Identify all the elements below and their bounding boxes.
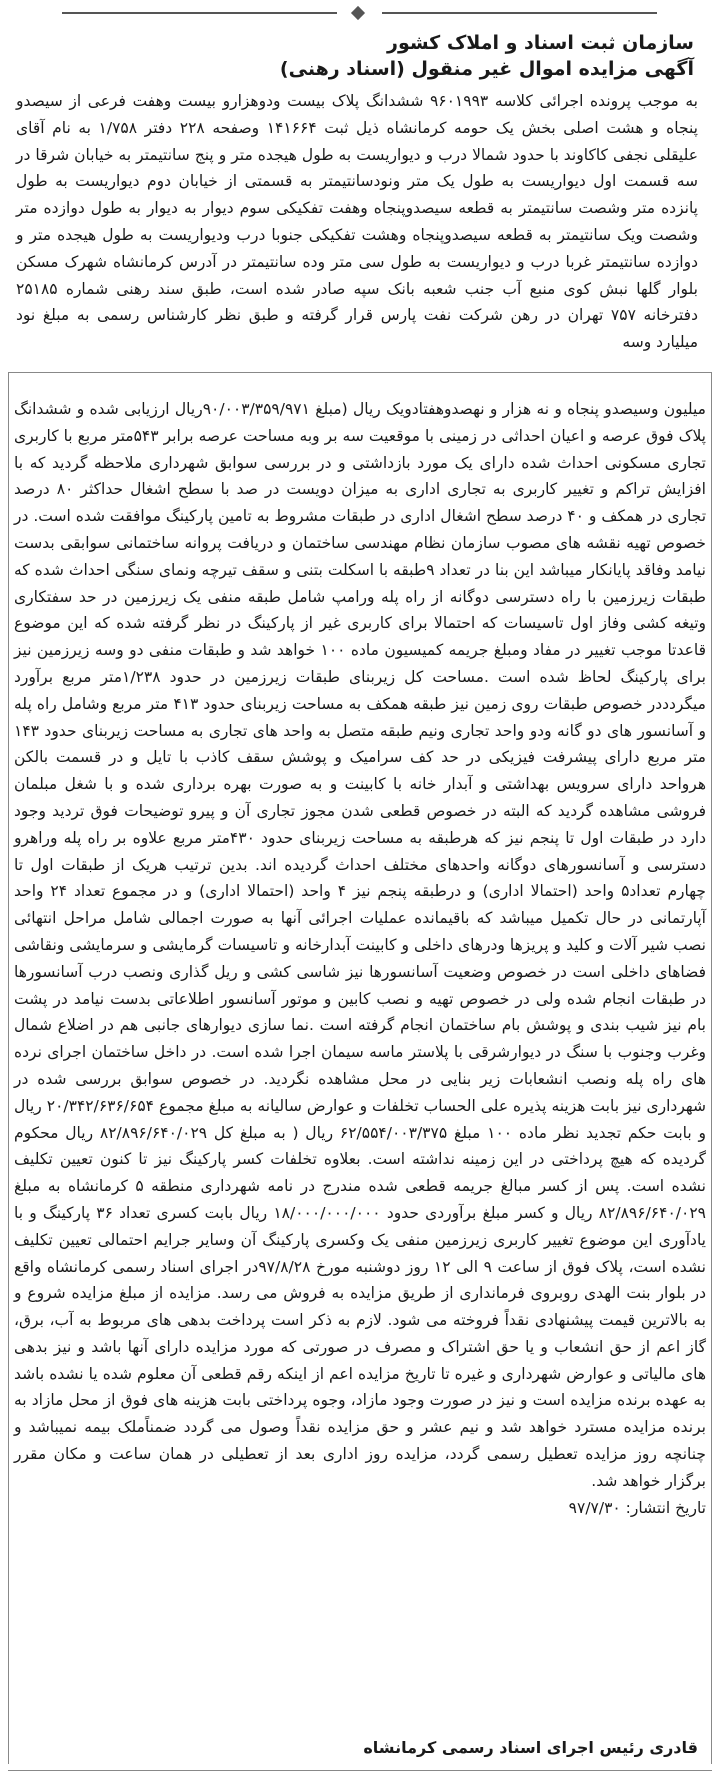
ornament-line-right: [382, 12, 657, 14]
notice-main-body: [14, 396, 706, 1521]
notice-intro-paragraph: به موجب پرونده اجرائی کلاسه ۹۶۰۱۹۹۳ ششدانگ پلاک بیست ودوهزارو بیست وهفت فرعی از سیصدو پنجاه و هشت اصلی بخش یک حومه کرمانشاه ذیل ثبت ۱۴۱۶۶۴ وصفحه ۲۲۸ دفتر ۱/۷۵۸ به نام آقای علیقلی نجفی کاکاوند با حدود شمالا درب و دیواریست به طول هیجده متر و پنج سانتیمتر به خیابان شرقا در سه قسمت اول دیواریست به طول یک متر ونودسانتیمتر به قسمتی از خیابان دوم دیواریست به طول پانزده متر وشصت سانتیمتر به قطعه سیصدوپنجاه وهفت تفکیکی سوم دیوار به دیوار به طول دوازده متر وشصت ویک سانتیمتر به قطعه سیصدوپنجاه وهشت تفکیکی جنوبا درب ودیواریست به طول هیجده متر و دوازده سانتیمتر غربا درب و دیواریست به طول سی متر وده سانتیمتر در آدرس کرمانشاه شهرک مسکن بلوار گلها نبش کوی منبع آب جنب شعبه بانک سپه صادر شده است، طبق سند رهنی شماره ۲۵۱۸۵ دفترخانه ۷۵۷ تهران در رهن شرکت نفت پارس قرار گرفته و طبق نظر کارشناس رسمی به مبلغ نود میلیارد وسه: [16, 92, 698, 352]
signature-line: قادری رئیس اجرای اسناد رسمی کرمانشاه: [363, 1738, 698, 1757]
organization-title: سازمان ثبت اسناد و املاک کشور: [387, 32, 694, 54]
left-border-rule: [8, 372, 9, 1764]
section-divider: [8, 372, 712, 373]
ornament-line-left: [62, 12, 337, 14]
notice-title: آگهی مزایده اموال غیر منقول (اسناد رهنی): [279, 58, 694, 80]
notice-main-paragraph: میلیون وسیصدو پنجاه و نه هزار و نهصدوهفتادویک ریال (مبلغ ۹۰/۰۰۳/۳۵۹/۹۷۱ریال ارزیابی شده و ششدانگ پلاک فوق عرصه و اعیان احداثی در زمینی با موقعیت سه بر وبه مساحت عرصه برابر ۵۴۳متر مربع با کاربری تجاری مسکونی احداث شده دارای یک مورد بازداشتی و در بررسی سوابق شهرداری ملاحظه گردید که با افزایش تراکم و تغییر کاربری به تجاری اداری به میزان دویست در صد با سطح اشغال حداکثر ۸۰ درصد تجاری در همکف و ۴۰ درصد سطح اشغال اداری در طبقات مشروط به تامین پارکینگ موافقت شده است. در خصوص تهیه نقشه های مصوب سازمان نظام مهندسی ساختمان و دریافت پروانه ساختمانی سوابقی بدست نیامد وفاقد پایانکار میباشد این بنا در تعداد ۹طبقه با اسکلت بتنی و سقف تیرچه ونمای سنگی احداث شده که طبقات زیرزمین با راه دسترسی دوگانه از راه پله ورامپ شامل طبقه منفی یک زیرزمین در حد سفتکاری وتیغه کشی وفاز اول تاسیسات که احتمالا برای کاربری غیر از پارکینگ در نظر گرفته شده که این موضوع قاعدتا موجب تغییر در مفاد ومبلغ جریمه کمیسیون ماده ۱۰۰ خواهد شد و طبقات منفی دو وسه زیرزمین نیز برای پارکینگ لحاظ شده است .مساحت کل زیربنای طبقات زیرزمین در حدود ۱/۲۳۸متر مربع برآورد میگردددر خصوص طبقات روی زمین نیز طبقه همکف به مساحت زیربنای حدود ۴۱۳ متر مربع وشامل راه پله و آسانسور های دو گانه ودو واحد تجاری ونیم طبقه متصل به واحد های تجاری به مساحت زیربنای حدود ۱۴۳ متر مربع دارای پیشرفت فیزیکی در حد کف سرامیک و پوشش سقف کاذب با تایل و در قسمت بالکن هرواحد دارای سرویس بهداشتی و آبدار خانه با کابینت و به صورت بهره برداری شده و با شغل مبلمان فروشی مشاهده گردید که البته در خصوص قطعی شدن مجوز تجاری آن و پیرو توضیحات فوق تردید وجود دارد در طبقات اول تا پنجم نیز که هرطبقه به مساحت زیربنای حدود ۴۳۰متر مربع علاوه بر راه پله وراهرو دسترسی و آسانسورهای دوگانه واحدهای مختلف احداث گردیده اند. بدین ترتیب هریک از طبقات اول تا چهارم تعداد۵ واحد (احتمالا اداری) و درطبقه پنجم نیز ۴ واحد (احتمالا اداری) و در مجموع تعداد ۲۴ واحد آپارتمانی در حال تکمیل میباشد که باقیمانده عملیات اجرائی آنها به صورت اجمالی شامل مراحل انتهائی نصب شیر آلات و کلید و پریزها ودرهای داخلی و کابینت آبدارخانه و تاسیسات گرمایشی و سرمایشی ونقاشی فضاهای داخلی است در خصوص وضعیت آسانسورها نیز شاسی کشی و ریل گذاری ونصب درب آسانسورها در طبقات انجام شده ولی در خصوص تهیه و نصب کابین و موتور آسانسور اطلاعاتی بدست نیامد در پشت بام نیز شیب بندی و پوشش بام ساختمان انجام گرفته است .نما سازی دیوارهای جانبی هم در اضلاع شمال وغرب وجنوب با سنگ در دیوارشرقی با پلاستر ماسه سیمان اجرا شده است. در داخل ساختمان اجرای نرده های راه پله ونصب انشعابات زیر بنایی در محل مشاهده نگردید. در خصوص سوابق بررسی شده در شهرداری نیز بابت هزینه پذیره علی الحساب تخلفات و عوارض سالیانه به مبلغ مجموع ۲۰/۳۴۲/۶۳۶/۶۵۴ ریال و بابت حکم تجدید نظر ماده ۱۰۰ مبلغ ۶۲/۵۵۴/۰۰۳/۳۷۵ ریال ( به مبلغ کل ۸۲/۸۹۶/۶۴۰/۰۲۹ ریال محکوم گردیده که هیچ پرداختی در این زمینه نداشته است. بعلاوه تخلفات کسر پارکینگ نیز تا کنون تعیین تکلیف نشده است. پس از کسر مبالغ جریمه قطعی شده مندرج در نامه شهرداری منطقه ۵ کرمانشاه به مبلغ ۸۲/۸۹۶/۶۴۰/۰۲۹ ریال و کسر مبلغ برآوردی حدود ۱۸/۰۰۰/۰۰۰/۰۰۰ ریال بابت کسری تعداد ۳۶ پارکینگ و با یادآوری این موضوع تغییر کاربری زیرزمین منفی یک وکسری پارکینگ آن وسایر جرایم احتمالی تعیین تکلیف نشده است، پلاک فوق از ساعت ۹ الی ۱۲ روز دوشنبه مورخ ۹۷/۸/۲۸در اجرای اسناد رسمی کرمانشاه واقع در بلوار بنت الهدی روبروی فرمانداری از طریق مزایده به فروش می رسد. مزایده از مبلغ مزایده شروع و به بالاترین قیمت پیشنهادی نقداً فروخته می شود. لازم به ذکر است پرداخت بدهی های مربوط به آب، برق، گاز اعم از حق انشعاب و یا حق اشتراک و مصرف در صورتی که مورد مزایده دارای آنها باشد و نیز بدهی های مالیاتی و عوارض شهرداری و غیره تا تاریخ مزایده اعم از اینکه رقم قطعی آن معلوم شده یا نشده باشد به عهده برنده مزایده است و نیز در صورت وجود مازاد، وجوه پرداختی بابت هزینه های فوق از محل مازاد به برنده مزایده مسترد خواهد شد و نیم عشر و حق مزایده نقداً وصول می گردد ضمناًملک بیمه نمیباشد و چنانچه روز مزایده تعطیل رسمی گردد، مزایده روز اداری بعد از تعطیلی در همان ساعت و مکان مقرر برگزار خواهد شد.: [14, 400, 707, 1490]
publish-date: تاریخ انتشار: ۹۷/۷/۳۰: [568, 1498, 706, 1517]
ornament-diamond-icon: [351, 6, 365, 20]
bottom-divider: [8, 1770, 712, 1771]
right-border-rule: [711, 372, 712, 1764]
notice-header: [16, 30, 706, 82]
top-ornament-divider: [62, 8, 657, 18]
